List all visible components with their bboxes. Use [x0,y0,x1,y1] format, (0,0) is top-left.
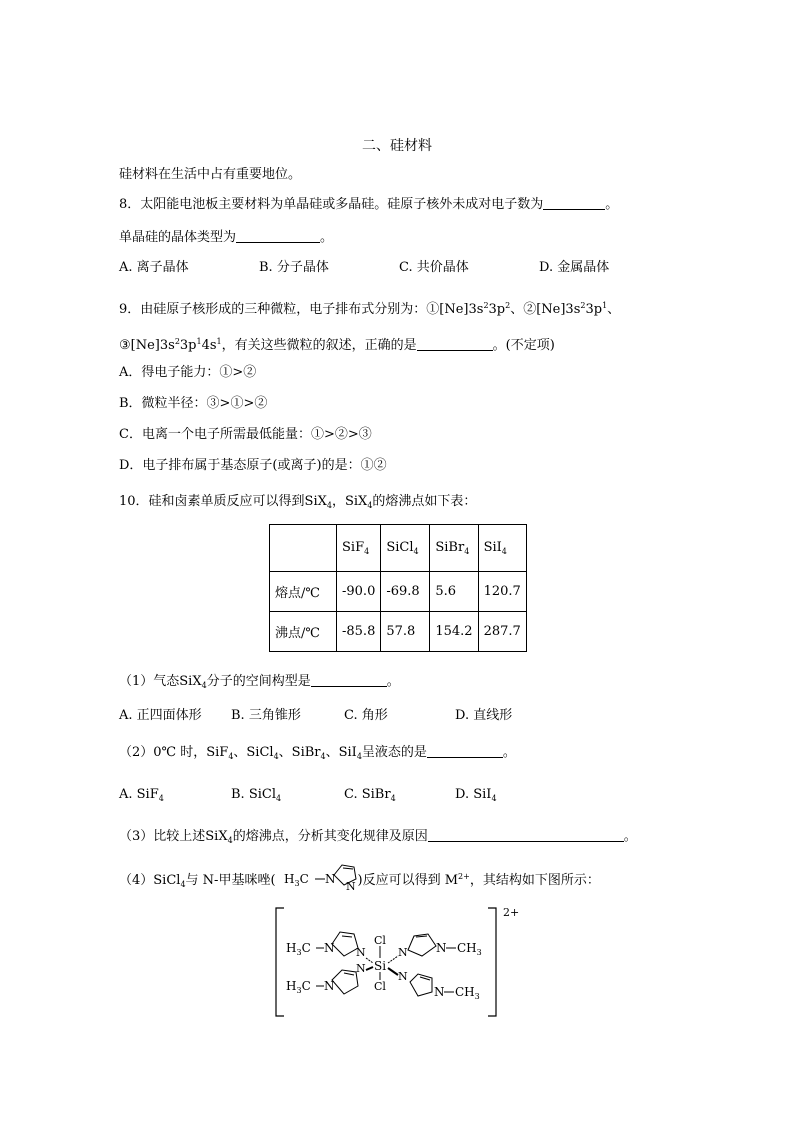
struct-text: N [324,941,335,955]
q9-text-i: ，有关这些微粒的叙述，正确的是 [221,338,417,353]
subscript: 4 [273,752,279,761]
table-header-cell [381,525,430,572]
table-cell: 154.2 [430,612,478,652]
subscript: 4 [367,501,373,510]
subscript: 4 [356,752,362,761]
subscript: 4 [326,501,332,510]
subscript: 4 [501,547,507,556]
q10-p2-option-c[interactable] [344,786,396,808]
svg-text:H3C [286,979,311,995]
q10-p4-text-d: ，其结构如下图所示： [469,873,600,888]
complex-structure-diagram [270,900,560,1025]
q10-p3-text-d: 。 [623,829,637,844]
q10-part3 [119,828,637,850]
struct-text: N [346,880,356,893]
q9-blank[interactable] [417,337,493,351]
q9-text-c: 、②[Ne]3s [510,302,581,317]
struct-text: Cl [374,934,386,947]
struct-text: Cl [374,980,386,993]
svg-text:H3C [286,941,311,957]
q10-p3-text-c: 的熔沸点，分析其变化规律及原因 [232,829,428,844]
table-cell: -69.8 [381,572,430,612]
option-text: A. SiF [119,787,159,802]
svg-text:CH3 [455,985,480,1001]
q8-text-a: 8．太阳能电池板主要材料为单晶硅或多晶硅。硅原子核外未成对电子数为 [119,197,544,212]
table-cell: 120.7 [478,572,526,612]
q10-formula: SiX [344,494,368,509]
q10-p2-text-d: 、SiI [325,745,357,760]
q10-p4-text-a: （4）SiCl [119,873,181,888]
subscript: 4 [227,836,233,845]
q10-formula: SiX [179,674,202,689]
header-formula: SiI [483,540,502,555]
q9-sup: 2 [580,301,586,310]
section-title: 二、硅材料 [362,138,432,154]
header-formula: SiF [342,540,365,555]
q9-sup: 1 [602,301,608,310]
q10-text-e: 的熔沸点如下表： [372,494,477,509]
struct-text: C [299,872,309,886]
struct-text: Si [374,959,387,973]
q10-p1-option-d[interactable]: D. 直线形 [455,708,513,723]
q10-p2-text-f: 。 [502,745,516,760]
q10-p1-text-d: 。 [386,674,400,689]
q10-p4-text-b: 与 N-甲基咪唑( [185,873,276,888]
q10-p2-text-e: 呈液态的是 [361,745,427,760]
svg-text:CH3 [457,941,482,957]
table-cell: -90.0 [337,572,381,612]
q9-option-d[interactable]: D．电子排布属于基态原子(或离子)的是：①② [119,458,387,473]
q10-intro [119,493,476,515]
table-row [270,612,527,652]
intro-text: 硅材料在生活中占有重要地位。 [119,167,302,182]
q8-blank-1[interactable] [543,196,605,210]
q9-text-a: 9．由硅原子核形成的三种微粒，电子排布式分别为：①[Ne]3s [119,302,484,317]
q10-p2-text-c: 、SiBr [278,745,321,760]
q10-p2-option-d[interactable] [455,786,497,808]
struct-text: C [301,979,311,993]
struct-text: 3 [294,879,300,888]
q10-p4-text-c: )反应可以得到 M [357,873,459,888]
subscript: 4 [364,547,370,556]
svg-text:H3C [284,872,309,888]
q10-p2-option-b[interactable] [231,786,281,808]
q8-option-d[interactable]: D. 金属晶体 [539,260,610,275]
subscript: 4 [158,794,164,803]
q10-part2 [119,744,516,766]
q10-p1-text-a: （1）气态 [119,674,180,689]
struct-text: H [286,941,297,955]
subscript: 4 [201,681,207,690]
struct-text: N [325,872,336,886]
q9-sup: 2 [505,301,511,310]
subscript: 4 [390,794,396,803]
struct-text: 3 [296,948,302,957]
subscript: 4 [180,880,186,889]
table-cell: 57.8 [381,612,430,652]
q8-option-a[interactable]: A. 离子晶体 [119,260,189,275]
struct-text: H [286,979,297,993]
q9-text-j: 。(不定项) [492,338,555,353]
subscript: 4 [320,752,326,761]
q9-sup: 1 [196,337,202,346]
struct-text: N [434,985,445,999]
q8-line2 [119,229,333,247]
option-text: C. SiBr [344,787,391,802]
q8-text-d: 。 [320,230,334,245]
table-header-cell [478,525,526,572]
q9-option-a[interactable]: A．得电子能力：①>② [119,365,257,380]
struct-text: 3 [296,986,302,995]
struct-text: H [284,872,295,886]
q10-p2-option-a[interactable] [119,786,164,808]
q8-blank-2[interactable] [236,229,320,243]
q10-p1-blank[interactable] [311,673,387,687]
table-header-row [270,525,527,572]
table-header-cell [430,525,478,572]
table-cell: 287.7 [478,612,526,652]
q10-text-a: 10．硅和卤素单质反应可以得到 [119,494,305,509]
q8-option-c[interactable]: C. 共价晶体 [399,260,469,275]
struct-text: N [398,970,408,983]
q10-p2-text-b: 、SiCl [233,745,274,760]
struct-text: N [436,941,447,955]
q8-text-c: 单晶硅的晶体类型为 [119,230,237,245]
struct-text: N [398,946,408,959]
struct-text: CH [455,985,475,999]
q10-p2-blank[interactable] [427,744,503,758]
struct-text: N [356,946,366,959]
q9-text-h: 4s [201,338,217,353]
struct-text: CH [457,941,477,955]
option-text: D. SiI [455,787,492,802]
q10-p3-blank[interactable] [428,828,624,842]
struct-text: C [301,941,311,955]
table-row-label: 熔点/℃ [270,572,337,612]
struct-text: 3 [474,992,480,1001]
q10-text-c: ， [331,494,345,509]
q10-formula: SiX [205,829,228,844]
header-formula: SiCl [386,540,414,555]
q9-text-f: ③[Ne]3s [119,338,175,353]
table-cell: 5.6 [430,572,478,612]
charge-superscript: 2+ [458,872,470,881]
q10-p1-text-c: 分子的空间构型是 [206,674,311,689]
q9-option-b[interactable]: B．微粒半径：③>①>② [119,396,268,411]
subscript: 4 [228,752,234,761]
q9-text-g: 3p [179,338,197,353]
q8-text-b: 。 [605,197,619,212]
q9-line1 [119,297,620,319]
q10-p1-option-b[interactable]: B. 三角锥形 [231,708,301,723]
charge-label: 2+ [503,906,520,919]
subscript: 4 [276,794,282,803]
q9-sup: 2 [174,337,180,346]
q9-text-d: 3p [585,302,603,317]
q10-formula: SiX [304,494,327,509]
table-header-cell [337,525,381,572]
subscript: 4 [491,794,497,803]
q10-p1-option-c[interactable]: C. 角形 [344,708,388,723]
table-row-label: 沸点/℃ [270,612,337,652]
header-formula: SiBr [435,540,465,555]
struct-text: N [356,962,366,975]
q10-part1 [119,673,400,695]
q10-p3-text-a: （3）比较上述 [119,829,206,844]
q9-sup: 1 [216,337,222,346]
q8-option-b[interactable]: B. 分子晶体 [259,260,329,275]
q9-text-e: 、 [607,302,621,317]
option-text: B. SiCl [231,787,276,802]
q9-sup: 2 [483,301,489,310]
q10-p1-option-a[interactable]: A. 正四面体形 [119,708,202,723]
table-cell: -85.8 [337,612,381,652]
melting-boiling-table [269,524,527,652]
subscript: 4 [464,547,470,556]
q9-text-b: 3p [488,302,506,317]
methylimidazole-icon [282,857,368,893]
q9-option-c[interactable]: C．电离一个电子所需最低能量：①>②>③ [119,427,372,442]
subscript: 4 [413,547,419,556]
q8-line1 [119,196,618,214]
struct-text: N [324,979,335,993]
table-row [270,572,527,612]
struct-text: 3 [476,948,482,957]
table-header-empty [270,525,337,572]
q9-line2 [119,333,555,355]
q10-p2-text-a: （2）0℃ 时，SiF [119,745,229,760]
